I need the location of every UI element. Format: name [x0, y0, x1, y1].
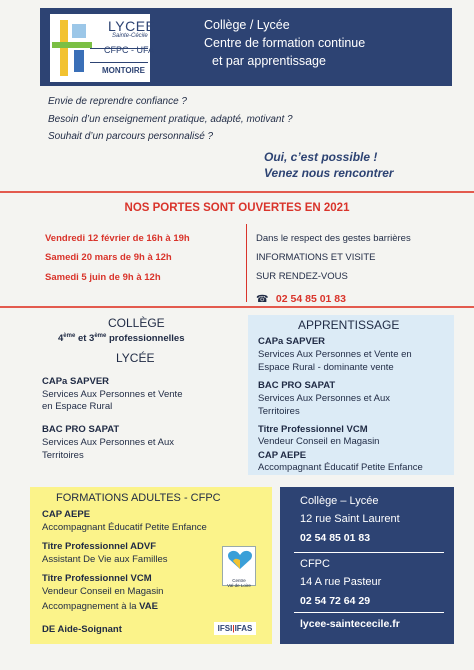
adult-cap-title: CAP AEPE — [42, 509, 91, 520]
open-info-3: SUR RENDEZ-VOUS — [256, 271, 348, 282]
apprentissage-title: APPRENTISSAGE — [298, 318, 400, 332]
intro-question-2: Besoin d’un enseignement pratique, adapté, motivant ? — [48, 114, 293, 125]
appr-titre-title: Titre Professionnel VCM — [258, 424, 368, 435]
divider-rule — [0, 191, 474, 193]
logo-cfpc-text: CFPC - UFA — [104, 45, 155, 55]
logo-montoire-text: MONTOIRE — [102, 66, 145, 75]
phone-icon: ☎ — [256, 294, 269, 305]
adult-advf-title: Titre Professionnel ADVF — [42, 541, 157, 552]
header-line-3: et par apprentissage — [212, 54, 326, 68]
contact-cfpc-phone: 02 54 72 64 29 — [300, 595, 371, 607]
oui-possible-text: Oui, c’est possible ! — [264, 150, 378, 164]
heart-icon — [223, 547, 257, 573]
adult-aide-soignant: DE Aide-Soignant — [42, 624, 122, 635]
open-date-2: Samedi 20 mars de 9h à 12h — [45, 252, 172, 263]
appr-bac-desc-1: Services Aux Personnes et Aux — [258, 393, 391, 404]
contact-divider — [294, 552, 444, 553]
phone-number: 02 54 85 01 83 — [275, 293, 346, 305]
appr-bac-desc-2: Territoires — [258, 406, 300, 417]
appr-cap-title: CAP AEPE — [258, 450, 307, 461]
appr-bac-title: BAC PRO SAPAT — [258, 380, 336, 391]
logo-lycee-text: LYCEE — [108, 18, 156, 34]
college-subtitle: 4ème et 3ème professionnelles — [58, 333, 185, 345]
header-line-1: Collège / Lycée — [204, 18, 290, 32]
adult-training-title: FORMATIONS ADULTES - CFPC — [56, 492, 221, 504]
contact-cfpc-address: 14 A rue Pasteur — [300, 576, 382, 588]
website-link[interactable]: lycee-saintececile.fr — [300, 618, 400, 630]
ifsi-ifas-logo: IFSI|IFAS — [214, 622, 256, 635]
contact-college-title: Collège – Lycée — [300, 495, 379, 507]
open-date-3: Samedi 5 juin de 9h à 12h — [45, 272, 161, 283]
adult-vcm-desc: Vendeur Conseil en Magasin — [42, 586, 164, 597]
contact-college-address: 12 rue Saint Laurent — [300, 513, 400, 525]
intro-question-1: Envie de reprendre confiance ? — [48, 96, 187, 107]
appr-capa-desc-2: Espace Rural - dominante vente — [258, 362, 394, 373]
college-capa-desc-2: en Espace Rural — [42, 401, 113, 412]
phone-line — [256, 289, 346, 307]
college-title: COLLÈGE — [108, 316, 165, 330]
adult-advf-desc: Assistant De Vie aux Familles — [42, 554, 168, 565]
lycee-title: LYCÉE — [116, 351, 155, 365]
appr-capa-title: CAPa SAPVER — [258, 336, 326, 347]
adult-vae: Accompagnement à la VAE — [42, 601, 159, 612]
college-bac-desc-1: Services Aux Personnes et Aux — [42, 437, 175, 448]
contact-divider — [294, 612, 444, 613]
contact-college-phone: 02 54 85 01 83 — [300, 532, 371, 544]
adult-cap-desc: Accompagnant Éducatif Petite Enfance — [42, 522, 207, 533]
appr-capa-desc-1: Services Aux Personnes et Vente en — [258, 349, 412, 360]
appr-titre-desc: Vendeur Conseil en Magasin — [258, 436, 380, 447]
divider-rule — [0, 306, 474, 308]
intro-question-3: Souhait d’un parcours personnalisé ? — [48, 131, 214, 142]
college-bac-desc-2: Territoires — [42, 450, 84, 461]
college-capa-title: CAPa SAPVER — [42, 376, 110, 387]
appr-cap-desc: Accompagnant Éducatif Petite Enfance — [258, 462, 423, 473]
college-capa-desc-1: Services Aux Personnes et Vente — [42, 389, 183, 400]
open-date-1: Vendredi 12 février de 16h à 19h — [45, 233, 190, 244]
open-days-title: NOS PORTES SONT OUVERTES EN 2021 — [124, 202, 350, 214]
adult-vcm-title: Titre Professionnel VCM — [42, 573, 152, 584]
open-info-2: INFORMATIONS ET VISITE — [256, 252, 376, 263]
college-bac-title: BAC PRO SAPAT — [42, 424, 120, 435]
region-badge: Centre Val de Loire — [222, 546, 256, 586]
open-info-1: Dans le respect des gestes barrières — [256, 233, 411, 244]
header-line-2: Centre de formation continue — [204, 36, 366, 50]
contact-cfpc-title: CFPC — [300, 558, 330, 570]
venez-text: Venez nous rencontrer — [264, 166, 394, 180]
open-days-separator — [246, 224, 247, 302]
logo-sainte-text: Sainte-Cécile — [112, 33, 148, 39]
